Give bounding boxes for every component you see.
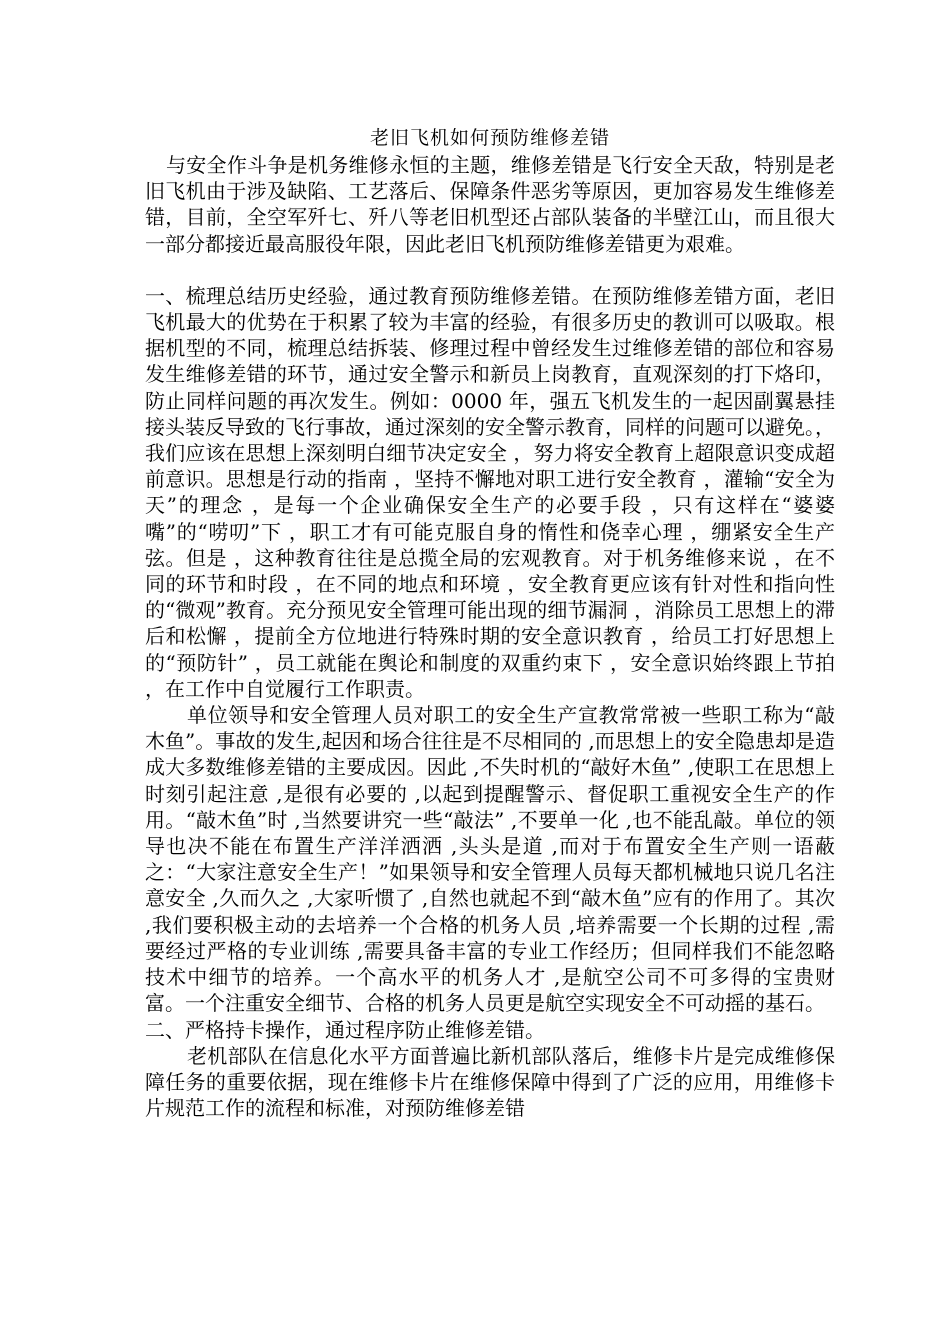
section-1-paragraph: 一、梳理总结历史经验，通过教育预防维修差错。在预防维修差错方面，老旧飞机最大的优势在于积累了较为丰富的经验，有很多历史的教训可以吸取。根据机型的不同，梳理总结拆装、修理过程中曾经发生过维修差错的部位和容易发生维修差错的环节，通过安全警示和新员上岗教育，直观深刻的打下烙印，防止同样问题的再次发生。例如：0000 年，强五飞机发生的一起因副翼悬挂接头装反导致的飞行事故，通过深刻的安全警示教育，同样的问题可以避免。，我们应该在思想上深刻明白细节决定安全 ，努力将安全教育上超限意识变成超前意识。思想是行动的指南 ，坚持不懈地对职工进行安全教育 ，灌输“安全为天”的理念 ，是每一个企业确保安全生产的必要手段 ，只有这样在“婆婆嘴”的“唠叨”下 ，职工才有可能克服自身的惰性和侥幸心理 ，绷紧安全生产弦。但是 ，这种教育往往是总揽全局的宏观教育。对于机务维修来说 ，在不同的环节和时段 ，在不同的地点和环境 ，安全教育更应该有针对性和指向性的“微观”教育。充分预见安全管理可能出现的细节漏洞 ，消除员工思想上的滞后和松懈 ，提前全方位地进行特殊时期的安全意识教育 ，给员工打好思想上的“预防针” ，员工就能在舆论和制度的双重约束下 ，安全意识始终跟上节拍 ，在工作中自觉履行工作职责。 bbox=[145, 283, 835, 701]
intro-paragraph: 与安全作斗争是机务维修永恒的主题，维修差错是飞行安全天敌，特别是老旧飞机由于涉及缺陷、工艺落后、保障条件恶劣等原因，更加容易发生维修差错，目前，全空军歼七、歼八等老旧机型还占部队装备的半壁江山，而且很大一部分都接近最高服役年限，因此老旧飞机预防维修差错更为艰难。 bbox=[145, 153, 835, 256]
document-content bbox=[145, 124, 835, 1121]
paragraph-gap bbox=[145, 257, 835, 283]
section-2-heading: 二、严格持卡操作，通过程序防止维修差错。 bbox=[145, 1017, 545, 1042]
section-2-paragraph: 老机部队在信息化水平方面普遍比新机部队落后，维修卡片是完成维修保障任务的重要依据，现在维修卡片在维修保障中得到了广泛的应用，用维修卡片规范工作的流程和标准，对预防维修差错 bbox=[145, 1043, 835, 1121]
section-1-paragraph-2: 单位领导和安全管理人员对职工的安全生产宣教常常被一些职工称为“敲木鱼”。事故的发生,起因和场合往往是不尽相同的 ,而思想上的安全隐患却是造成大多数维修差错的主要成因。因此 ,不失时机的“敲好木鱼” ,使职工在思想上时刻引起注意 ,是很有必要的 ,以起到提醒警示、督促职工重视安全生产的作用。“敲木鱼”时 ,当然要讲究一些“敲法” ,不要单一化 ,也不能乱敲。单位的领导也决不能在布置生产洋洋洒洒 ,头头是道 ,而对于布置安全生产则一语蔽之：“大家注意安全生产！”如果领导和安全管理人员每天都机械地只说几名注意安全 ,久而久之 ,大家听惯了 ,自然也就起不到“敲木鱼”应有的作用了。其次 ,我们要积极主动的去培养一个合格的机务人员 ,培养需要一个长期的过程 ,需要经过严格的专业训练 ,需要具备丰富的专业工作经历；但同样我们不能忽略技术中细节的培养。一个高水平的机务人才 ,是航空公司不可多得的宝贵财富。一个注重安全细节、合格的机务人员更是航空实现安全不可动摇的基石。 bbox=[145, 703, 835, 1016]
document-title: 老旧飞机如何预防维修差错 bbox=[369, 127, 610, 149]
